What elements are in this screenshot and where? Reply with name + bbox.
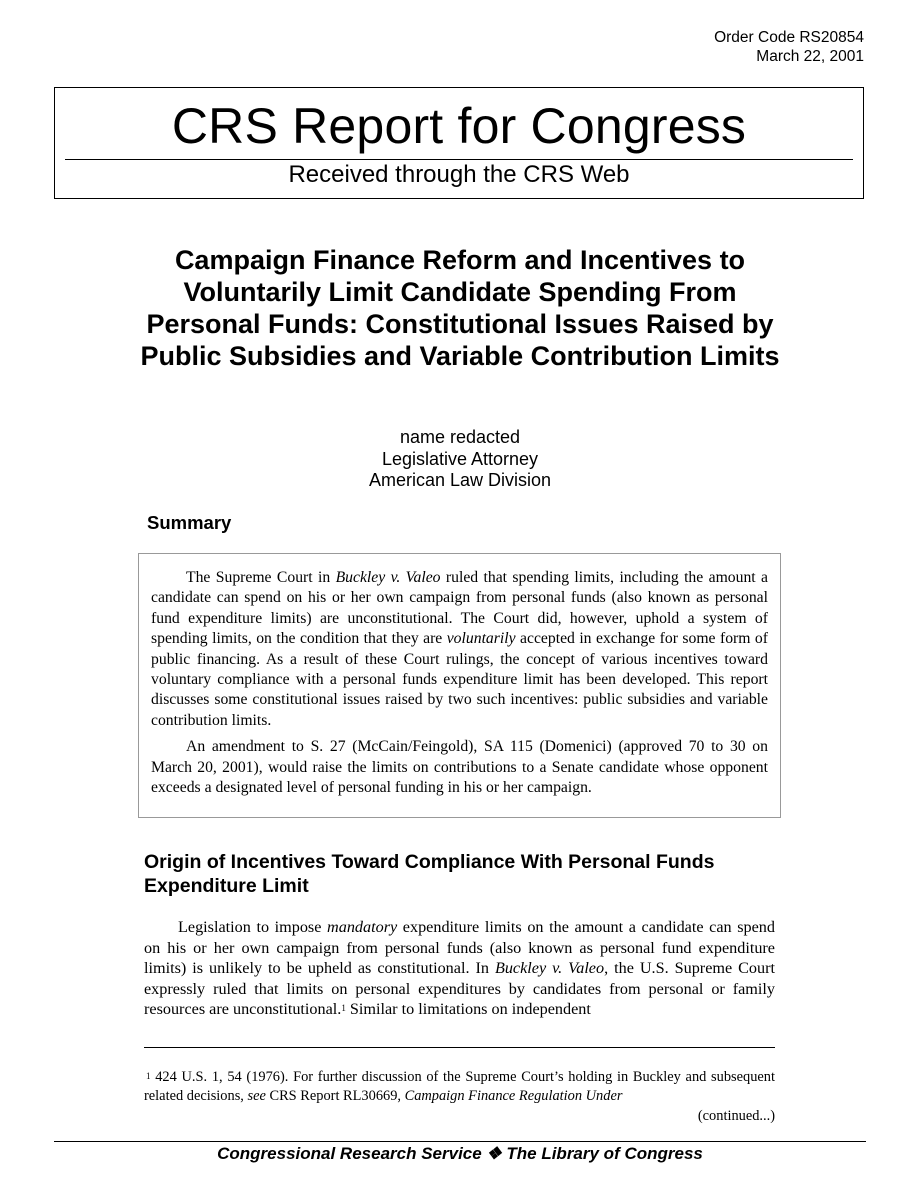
banner-subtitle: Received through the CRS Web xyxy=(288,161,630,188)
body-paragraph-1 xyxy=(144,917,775,1020)
footnote-marker: 1 xyxy=(146,1071,151,1081)
footnote-text: 424 U.S. 1, 54 (1976). For further discussion of the Supreme Court’s holding in Buckley and subsequent related decisions, xyxy=(144,1069,775,1105)
summary-paragraph-2: An amendment to S. 27 (McCain/Feingold), SA 115 (Domenici) (approved 70 to 30 on March 20, 2001), would raise the limits on contributions to a Senate candidate whose opponent exceeds a designated level of personal funding in his or her campaign. xyxy=(151,738,768,797)
emphasis-mandatory: mandatory xyxy=(327,918,398,936)
footnote-1 xyxy=(144,1068,775,1126)
body-text: expenditure limits on the amount a candidate can spend on his or her own campaign from personal funds (also known as personal fund expenditure limits) is unlikely to be upheld as constitutional. In xyxy=(144,918,775,978)
summary-text: accepted in exchange for some form of public financing. As a result of these Court rulings, the concept of various incentives toward voluntary compliance with a personal funds expenditure limit has been developed. This report discusses some constitutional issues raised by two such incentives: public subsidies and variable contribution limits. xyxy=(151,630,768,729)
footnote-text: CRS Report RL30669, xyxy=(265,1088,405,1105)
footer-divider xyxy=(54,1141,866,1142)
author-division: American Law Division xyxy=(368,470,552,490)
author-name: name redacted xyxy=(399,427,521,447)
author-position: Legislative Attorney xyxy=(381,448,539,469)
summary-box xyxy=(138,553,781,818)
summary-paragraph-1 xyxy=(151,568,768,731)
report-date: March 22, 2001 xyxy=(756,48,864,65)
footnote-report-title: Campaign Finance Regulation Under xyxy=(404,1088,623,1105)
summary-text: The Supreme Court in xyxy=(186,569,336,586)
order-info xyxy=(714,28,864,66)
section-heading: Origin of Incentives Toward Compliance With Personal Funds Expenditure Limit xyxy=(144,851,715,897)
footnote-see: see xyxy=(247,1088,266,1105)
summary-text: ruled that spending limits, including the amount a candidate can spend on his or her own campaign from personal funds (also known as personal fund expenditure limits) are unconstitutional. The Court did, however, uphold a system of spending limits, on the condition that they are xyxy=(151,569,768,648)
case-name: Buckley v. Valeo xyxy=(335,569,441,586)
case-name: Buckley v. Valeo xyxy=(494,959,605,978)
author-block xyxy=(0,427,920,492)
footnote-divider xyxy=(144,1047,775,1048)
report-banner xyxy=(54,87,864,199)
footnote-reference[interactable]: 1 xyxy=(341,1003,346,1014)
order-code: Order Code RS20854 xyxy=(714,29,864,46)
body-text: , the U.S. Supreme Court expressly ruled that limits on personal expenditures by candidates from personal or family resources are unconstitutional. xyxy=(144,959,776,1019)
footnote-continued: (continued...) xyxy=(697,1107,775,1124)
body-text: Legislation to impose xyxy=(178,918,328,936)
document-title: Campaign Finance Reform and Incentives to Voluntarily Limit Candidate Spending From Personal Funds: Constitutional Issues Raised by Public Subsidies and Variable Contribution Limits xyxy=(140,245,780,371)
page-footer: Congressional Research Service ❖ The Library of Congress xyxy=(217,1144,703,1163)
banner-title: CRS Report for Congress xyxy=(171,98,747,154)
body-text: Similar to limitations on independent xyxy=(345,1000,591,1019)
emphasis-voluntarily: voluntarily xyxy=(446,630,516,648)
summary-heading: Summary xyxy=(147,512,232,533)
